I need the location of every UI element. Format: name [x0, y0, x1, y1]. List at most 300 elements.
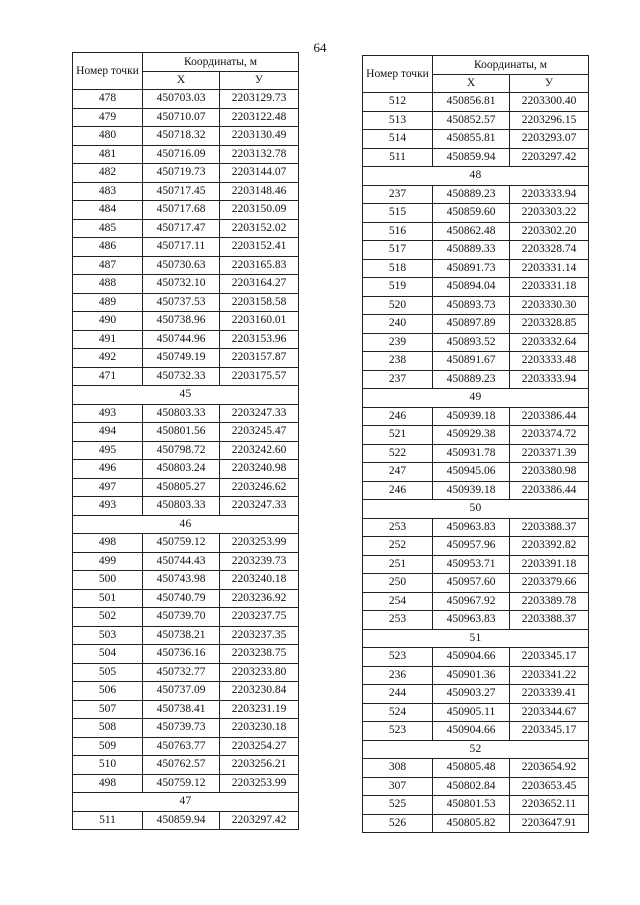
table-row: [73, 90, 299, 109]
y-coordinate-cell: 2203386.44: [510, 481, 589, 500]
point-number-cell: 493: [73, 404, 143, 423]
table-row: [73, 293, 299, 312]
group-header-row: [73, 793, 299, 812]
point-number-cell: 504: [73, 645, 143, 664]
point-number-cell: 246: [363, 481, 433, 500]
point-number-cell: 521: [363, 426, 433, 445]
coordinates-table-left: [72, 52, 299, 830]
table-row: [363, 370, 589, 389]
x-coordinate-cell: 450732.10: [143, 275, 220, 294]
y-coordinate-cell: 2203388.37: [510, 518, 589, 537]
point-number-cell: 253: [363, 518, 433, 537]
point-number-cell: 514: [363, 130, 433, 149]
table-row: [363, 666, 589, 685]
y-coordinate-cell: 2203240.98: [220, 460, 299, 479]
table-row: [73, 552, 299, 571]
table-row: [363, 204, 589, 223]
point-number-cell: 244: [363, 685, 433, 704]
x-coordinate-cell: 450957.96: [433, 537, 510, 556]
x-coordinate-cell: 450805.48: [433, 759, 510, 778]
x-coordinate-cell: 450738.96: [143, 312, 220, 331]
table-row: [73, 571, 299, 590]
y-coordinate-cell: 2203175.57: [220, 367, 299, 386]
y-coordinate-cell: 2203246.62: [220, 478, 299, 497]
x-coordinate-cell: 450855.81: [433, 130, 510, 149]
group-header-row: [363, 740, 589, 759]
header-x: X: [143, 71, 220, 90]
table-row: [73, 182, 299, 201]
point-number-cell: 522: [363, 444, 433, 463]
x-coordinate-cell: 450891.73: [433, 259, 510, 278]
table-row: [73, 682, 299, 701]
x-coordinate-cell: 450759.12: [143, 774, 220, 793]
point-number-cell: 506: [73, 682, 143, 701]
x-coordinate-cell: 450798.72: [143, 441, 220, 460]
y-coordinate-cell: 2203333.94: [510, 370, 589, 389]
x-coordinate-cell: 450738.21: [143, 626, 220, 645]
group-header-row: [73, 386, 299, 405]
point-number-cell: 500: [73, 571, 143, 590]
table-row: [363, 463, 589, 482]
point-number-cell: 483: [73, 182, 143, 201]
header-x: X: [433, 74, 510, 93]
point-number-cell: 490: [73, 312, 143, 331]
table-row: [363, 315, 589, 334]
x-coordinate-cell: 450904.66: [433, 722, 510, 741]
y-coordinate-cell: 2203157.87: [220, 349, 299, 368]
point-number-cell: 520: [363, 296, 433, 315]
x-coordinate-cell: 450739.70: [143, 608, 220, 627]
table-row: [73, 441, 299, 460]
table-row: [363, 518, 589, 537]
y-coordinate-cell: 2203374.72: [510, 426, 589, 445]
group-number: 52: [363, 740, 589, 759]
table-row: [73, 589, 299, 608]
table-row: [363, 93, 589, 112]
table-row: [73, 423, 299, 442]
x-coordinate-cell: 450762.57: [143, 756, 220, 775]
y-coordinate-cell: 2203333.48: [510, 352, 589, 371]
table-row: [363, 259, 589, 278]
group-number: 47: [73, 793, 299, 812]
point-number-cell: 513: [363, 111, 433, 130]
point-number-cell: 495: [73, 441, 143, 460]
table-row: [363, 611, 589, 630]
table-row: [363, 148, 589, 167]
group-number: 45: [73, 386, 299, 405]
point-number-cell: 487: [73, 256, 143, 275]
x-coordinate-cell: 450862.48: [433, 222, 510, 241]
point-number-cell: 516: [363, 222, 433, 241]
y-coordinate-cell: 2203233.80: [220, 663, 299, 682]
point-number-cell: 307: [363, 777, 433, 796]
table-row: [363, 574, 589, 593]
point-number-cell: 497: [73, 478, 143, 497]
point-number-cell: 502: [73, 608, 143, 627]
point-number-cell: 251: [363, 555, 433, 574]
y-coordinate-cell: 2203328.85: [510, 315, 589, 334]
x-coordinate-cell: 450732.77: [143, 663, 220, 682]
x-coordinate-cell: 450856.81: [433, 93, 510, 112]
point-number-cell: 518: [363, 259, 433, 278]
point-number-cell: 515: [363, 204, 433, 223]
table-row: [73, 275, 299, 294]
point-number-cell: 508: [73, 719, 143, 738]
point-number-cell: 519: [363, 278, 433, 297]
point-number-cell: 507: [73, 700, 143, 719]
x-coordinate-cell: 450744.96: [143, 330, 220, 349]
y-coordinate-cell: 2203165.83: [220, 256, 299, 275]
point-number-cell: 491: [73, 330, 143, 349]
x-coordinate-cell: 450763.77: [143, 737, 220, 756]
point-number-cell: 523: [363, 648, 433, 667]
x-coordinate-cell: 450802.84: [433, 777, 510, 796]
x-coordinate-cell: 450852.57: [433, 111, 510, 130]
y-coordinate-cell: 2203130.49: [220, 127, 299, 146]
point-number-cell: 488: [73, 275, 143, 294]
y-coordinate-cell: 2203237.35: [220, 626, 299, 645]
point-number-cell: 526: [363, 814, 433, 833]
x-coordinate-cell: 450891.67: [433, 352, 510, 371]
x-coordinate-cell: 450732.33: [143, 367, 220, 386]
point-number-cell: 240: [363, 315, 433, 334]
point-number-cell: 485: [73, 219, 143, 238]
table-row: [73, 460, 299, 479]
group-number: 48: [363, 167, 589, 186]
table-row: [73, 645, 299, 664]
y-coordinate-cell: 2203236.92: [220, 589, 299, 608]
x-coordinate-cell: 450717.68: [143, 201, 220, 220]
coordinates-table-right: [362, 55, 589, 833]
x-coordinate-cell: 450945.06: [433, 463, 510, 482]
x-coordinate-cell: 450901.36: [433, 666, 510, 685]
y-coordinate-cell: 2203152.41: [220, 238, 299, 257]
x-coordinate-cell: 450740.79: [143, 589, 220, 608]
x-coordinate-cell: 450893.52: [433, 333, 510, 352]
x-coordinate-cell: 450759.12: [143, 534, 220, 553]
x-coordinate-cell: 450889.23: [433, 370, 510, 389]
y-coordinate-cell: 2203345.17: [510, 648, 589, 667]
x-coordinate-cell: 450889.33: [433, 241, 510, 260]
x-coordinate-cell: 450717.45: [143, 182, 220, 201]
y-coordinate-cell: 2203152.02: [220, 219, 299, 238]
x-coordinate-cell: 450963.83: [433, 518, 510, 537]
table-row: [363, 185, 589, 204]
y-coordinate-cell: 2203164.27: [220, 275, 299, 294]
y-coordinate-cell: 2203391.18: [510, 555, 589, 574]
y-coordinate-cell: 2203331.18: [510, 278, 589, 297]
point-number-cell: 481: [73, 145, 143, 164]
table-row: [73, 756, 299, 775]
x-coordinate-cell: 450894.04: [433, 278, 510, 297]
table-row: [363, 444, 589, 463]
x-coordinate-cell: 450710.07: [143, 108, 220, 127]
table-row: [363, 685, 589, 704]
x-coordinate-cell: 450716.09: [143, 145, 220, 164]
point-number-cell: 525: [363, 796, 433, 815]
table-row: [73, 497, 299, 516]
point-number-cell: 503: [73, 626, 143, 645]
group-header-row: [363, 500, 589, 519]
x-coordinate-cell: 450743.98: [143, 571, 220, 590]
y-coordinate-cell: 2203238.75: [220, 645, 299, 664]
point-number-cell: 250: [363, 574, 433, 593]
x-coordinate-cell: 450953.71: [433, 555, 510, 574]
point-number-cell: 480: [73, 127, 143, 146]
y-coordinate-cell: 2203303.22: [510, 204, 589, 223]
y-coordinate-cell: 2203129.73: [220, 90, 299, 109]
y-coordinate-cell: 2203330.30: [510, 296, 589, 315]
x-coordinate-cell: 450904.66: [433, 648, 510, 667]
x-coordinate-cell: 450905.11: [433, 703, 510, 722]
table-row: [73, 312, 299, 331]
x-coordinate-cell: 450931.78: [433, 444, 510, 463]
y-coordinate-cell: 2203132.78: [220, 145, 299, 164]
header-y: У: [220, 71, 299, 90]
table-body-left: [73, 90, 299, 830]
point-number-cell: 238: [363, 352, 433, 371]
table-row: [73, 367, 299, 386]
y-coordinate-cell: 2203296.15: [510, 111, 589, 130]
y-coordinate-cell: 2203388.37: [510, 611, 589, 630]
table-row: [73, 349, 299, 368]
y-coordinate-cell: 2203647.91: [510, 814, 589, 833]
table-row: [363, 333, 589, 352]
table-row: [73, 164, 299, 183]
x-coordinate-cell: 450939.18: [433, 481, 510, 500]
table-row: [363, 130, 589, 149]
x-coordinate-cell: 450730.63: [143, 256, 220, 275]
y-coordinate-cell: 2203333.94: [510, 185, 589, 204]
x-coordinate-cell: 450859.94: [143, 811, 220, 830]
table-row: [363, 278, 589, 297]
x-coordinate-cell: 450718.32: [143, 127, 220, 146]
table-row: [73, 626, 299, 645]
table-row: [363, 426, 589, 445]
point-number-cell: 501: [73, 589, 143, 608]
y-coordinate-cell: 2203253.99: [220, 774, 299, 793]
y-coordinate-cell: 2203332.64: [510, 333, 589, 352]
header-point-number: Номер точки: [363, 56, 433, 93]
x-coordinate-cell: 450929.38: [433, 426, 510, 445]
point-number-cell: 239: [363, 333, 433, 352]
table-row: [73, 811, 299, 830]
x-coordinate-cell: 450737.53: [143, 293, 220, 312]
x-coordinate-cell: 450957.60: [433, 574, 510, 593]
point-number-cell: 489: [73, 293, 143, 312]
table-body-right: [363, 93, 589, 833]
table-row: [363, 537, 589, 556]
group-header-row: [73, 515, 299, 534]
table-row: [73, 534, 299, 553]
y-coordinate-cell: 2203389.78: [510, 592, 589, 611]
point-number-cell: 494: [73, 423, 143, 442]
y-coordinate-cell: 2203254.27: [220, 737, 299, 756]
y-coordinate-cell: 2203245.47: [220, 423, 299, 442]
table-row: [73, 719, 299, 738]
y-coordinate-cell: 2203293.07: [510, 130, 589, 149]
x-coordinate-cell: 450739.73: [143, 719, 220, 738]
table-row: [363, 759, 589, 778]
point-number-cell: 499: [73, 552, 143, 571]
y-coordinate-cell: 2203230.84: [220, 682, 299, 701]
point-number-cell: 511: [363, 148, 433, 167]
x-coordinate-cell: 450803.33: [143, 404, 220, 423]
table-row: [363, 814, 589, 833]
group-number: 49: [363, 389, 589, 408]
x-coordinate-cell: 450967.92: [433, 592, 510, 611]
x-coordinate-cell: 450805.82: [433, 814, 510, 833]
point-number-cell: 246: [363, 407, 433, 426]
y-coordinate-cell: 2203653.45: [510, 777, 589, 796]
x-coordinate-cell: 450859.94: [433, 148, 510, 167]
table-row: [363, 648, 589, 667]
table-row: [363, 796, 589, 815]
y-coordinate-cell: 2203341.22: [510, 666, 589, 685]
y-coordinate-cell: 2203239.73: [220, 552, 299, 571]
header-coordinates: Координаты, м: [143, 53, 299, 72]
y-coordinate-cell: 2203300.40: [510, 93, 589, 112]
y-coordinate-cell: 2203237.75: [220, 608, 299, 627]
x-coordinate-cell: 450737.09: [143, 682, 220, 701]
point-number-cell: 478: [73, 90, 143, 109]
point-number-cell: 236: [363, 666, 433, 685]
x-coordinate-cell: 450893.73: [433, 296, 510, 315]
group-header-row: [363, 629, 589, 648]
y-coordinate-cell: 2203652.11: [510, 796, 589, 815]
x-coordinate-cell: 450744.43: [143, 552, 220, 571]
table-row: [73, 663, 299, 682]
point-number-cell: 511: [73, 811, 143, 830]
group-number: 50: [363, 500, 589, 519]
x-coordinate-cell: 450889.23: [433, 185, 510, 204]
point-number-cell: 524: [363, 703, 433, 722]
point-number-cell: 254: [363, 592, 433, 611]
group-number: 51: [363, 629, 589, 648]
x-coordinate-cell: 450703.03: [143, 90, 220, 109]
table-row: [73, 201, 299, 220]
y-coordinate-cell: 2203144.07: [220, 164, 299, 183]
y-coordinate-cell: 2203297.42: [510, 148, 589, 167]
page-number: 64: [313, 40, 327, 55]
point-number-cell: 237: [363, 185, 433, 204]
point-number-cell: 509: [73, 737, 143, 756]
y-coordinate-cell: 2203386.44: [510, 407, 589, 426]
x-coordinate-cell: 450801.56: [143, 423, 220, 442]
point-number-cell: 512: [363, 93, 433, 112]
x-coordinate-cell: 450717.47: [143, 219, 220, 238]
table-row: [363, 777, 589, 796]
table-row: [363, 555, 589, 574]
y-coordinate-cell: 2203150.09: [220, 201, 299, 220]
y-coordinate-cell: 2203345.17: [510, 722, 589, 741]
y-coordinate-cell: 2203379.66: [510, 574, 589, 593]
y-coordinate-cell: 2203160.01: [220, 312, 299, 331]
y-coordinate-cell: 2203253.99: [220, 534, 299, 553]
y-coordinate-cell: 2203122.48: [220, 108, 299, 127]
table-row: [363, 407, 589, 426]
point-number-cell: 498: [73, 774, 143, 793]
y-coordinate-cell: 2203247.33: [220, 404, 299, 423]
table-row: [73, 256, 299, 275]
y-coordinate-cell: 2203331.14: [510, 259, 589, 278]
y-coordinate-cell: 2203230.18: [220, 719, 299, 738]
x-coordinate-cell: 450719.73: [143, 164, 220, 183]
y-coordinate-cell: 2203240.18: [220, 571, 299, 590]
table-row: [73, 108, 299, 127]
y-coordinate-cell: 2203371.39: [510, 444, 589, 463]
point-number-cell: 517: [363, 241, 433, 260]
point-number-cell: 523: [363, 722, 433, 741]
point-number-cell: 492: [73, 349, 143, 368]
table-row: [363, 481, 589, 500]
y-coordinate-cell: 2203247.33: [220, 497, 299, 516]
table-row: [73, 774, 299, 793]
y-coordinate-cell: 2203242.60: [220, 441, 299, 460]
table-row: [363, 111, 589, 130]
table-row: [73, 238, 299, 257]
table-row: [363, 722, 589, 741]
x-coordinate-cell: 450859.60: [433, 204, 510, 223]
point-number-cell: 237: [363, 370, 433, 389]
x-coordinate-cell: 450803.24: [143, 460, 220, 479]
x-coordinate-cell: 450803.33: [143, 497, 220, 516]
x-coordinate-cell: 450749.19: [143, 349, 220, 368]
x-coordinate-cell: 450805.27: [143, 478, 220, 497]
y-coordinate-cell: 2203302.20: [510, 222, 589, 241]
header-coordinates: Координаты, м: [433, 56, 589, 75]
point-number-cell: 484: [73, 201, 143, 220]
y-coordinate-cell: 2203328.74: [510, 241, 589, 260]
x-coordinate-cell: 450963.83: [433, 611, 510, 630]
table-row: [73, 219, 299, 238]
table-row: [73, 608, 299, 627]
x-coordinate-cell: 450717.11: [143, 238, 220, 257]
table-row: [363, 296, 589, 315]
table-row: [73, 145, 299, 164]
group-header-row: [363, 167, 589, 186]
point-number-cell: 510: [73, 756, 143, 775]
table-row: [363, 241, 589, 260]
y-coordinate-cell: 2203153.96: [220, 330, 299, 349]
table-row: [73, 404, 299, 423]
point-number-cell: 486: [73, 238, 143, 257]
point-number-cell: 479: [73, 108, 143, 127]
group-header-row: [363, 389, 589, 408]
table-row: [73, 127, 299, 146]
y-coordinate-cell: 2203158.58: [220, 293, 299, 312]
table-row: [73, 700, 299, 719]
y-coordinate-cell: 2203654.92: [510, 759, 589, 778]
table-row: [363, 352, 589, 371]
table-row: [363, 703, 589, 722]
header-point-number: Номер точки: [73, 53, 143, 90]
point-number-cell: 493: [73, 497, 143, 516]
x-coordinate-cell: 450939.18: [433, 407, 510, 426]
x-coordinate-cell: 450897.89: [433, 315, 510, 334]
y-coordinate-cell: 2203392.82: [510, 537, 589, 556]
x-coordinate-cell: 450738.41: [143, 700, 220, 719]
y-coordinate-cell: 2203339.41: [510, 685, 589, 704]
x-coordinate-cell: 450801.53: [433, 796, 510, 815]
point-number-cell: 482: [73, 164, 143, 183]
header-y: У: [510, 74, 589, 93]
point-number-cell: 496: [73, 460, 143, 479]
y-coordinate-cell: 2203231.19: [220, 700, 299, 719]
table-row: [73, 330, 299, 349]
x-coordinate-cell: 450903.27: [433, 685, 510, 704]
point-number-cell: 498: [73, 534, 143, 553]
